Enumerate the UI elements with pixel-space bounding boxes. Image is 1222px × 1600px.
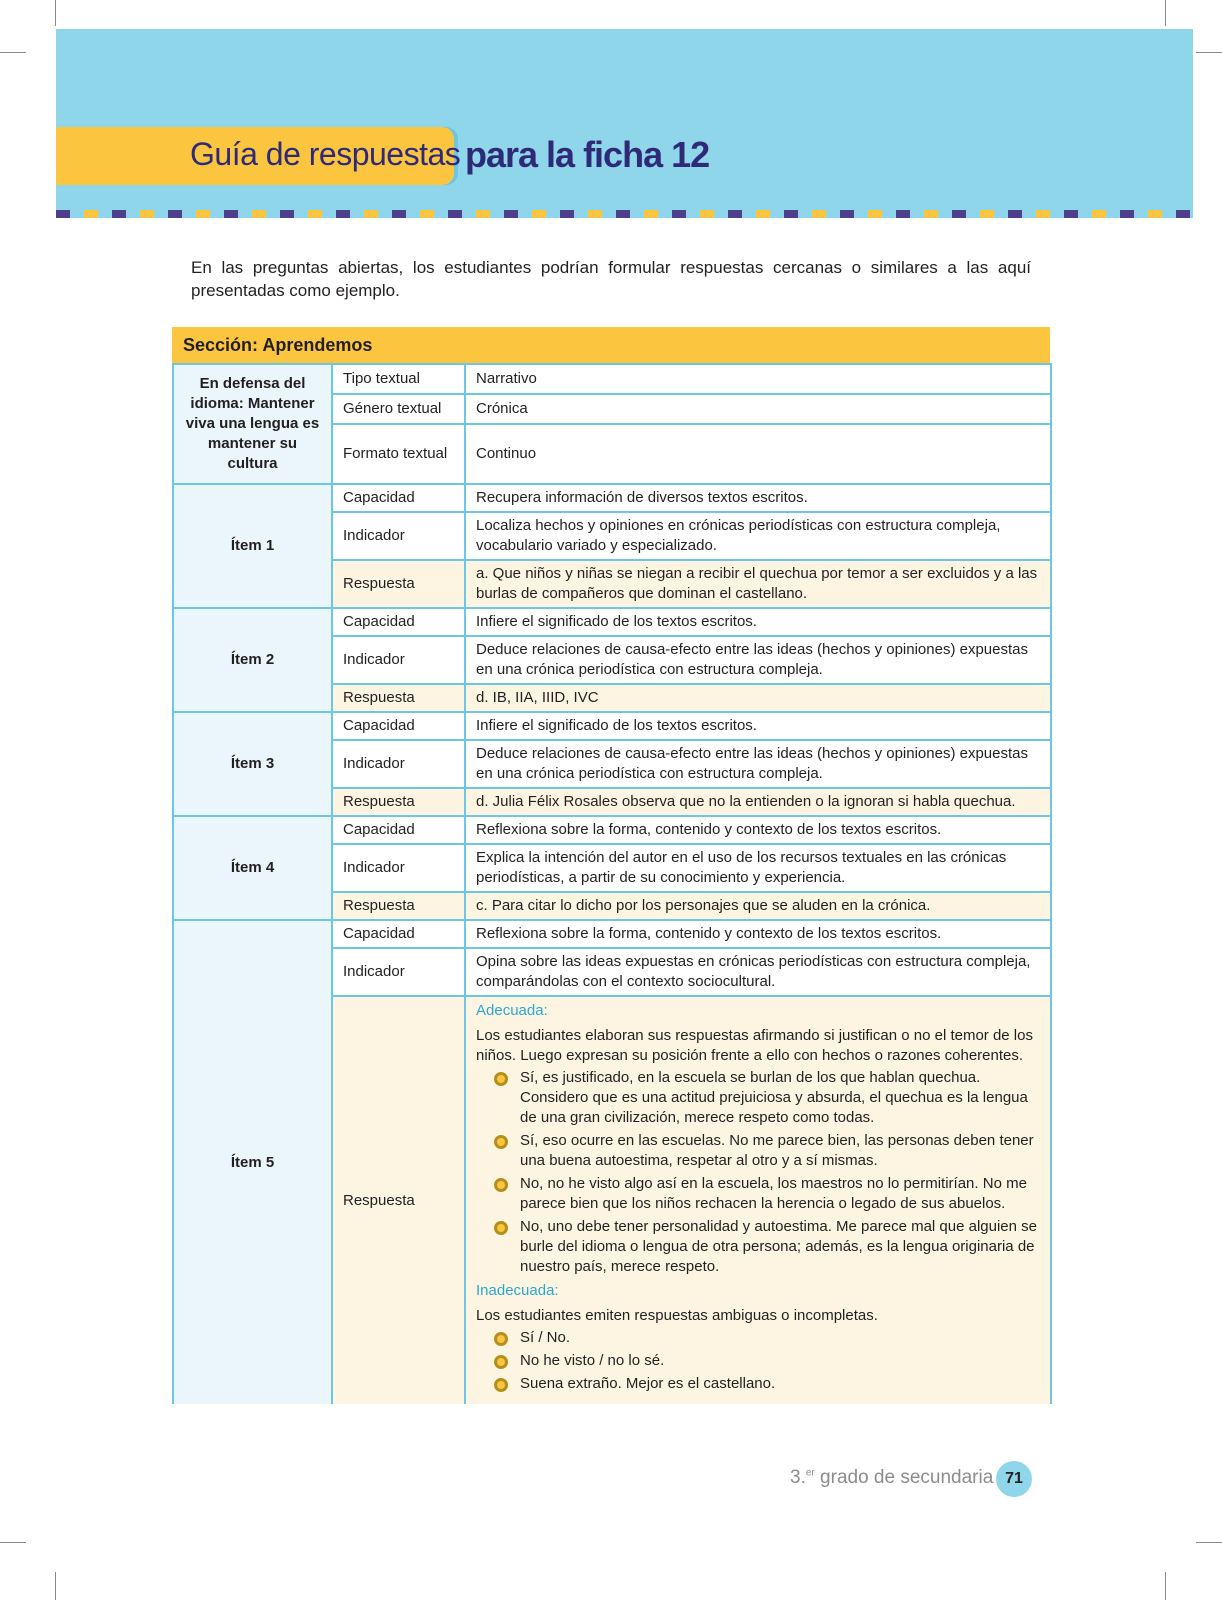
row-label: Indicador bbox=[332, 636, 465, 684]
page-number: 71 bbox=[996, 1461, 1032, 1497]
row-value: Narrativo bbox=[465, 364, 1051, 394]
section-header: Sección: Aprendemos bbox=[172, 327, 1050, 363]
row-label: Respuesta bbox=[332, 684, 465, 712]
row-label: Capacidad bbox=[332, 816, 465, 844]
list-item: Sí / No. bbox=[520, 1328, 1040, 1348]
row-value: d. Julia Félix Rosales observa que no la entienden o la ignoran si habla quechua. bbox=[465, 788, 1051, 816]
table-row bbox=[173, 364, 1051, 394]
crop-mark bbox=[0, 52, 26, 53]
table-row bbox=[173, 712, 1051, 740]
row-value: a. Que niños y niñas se niegan a recibir el quechua por temor a ser excluidos y a las burlas de compañeros que dominan el castellano. bbox=[465, 560, 1051, 608]
row-label: Tipo textual bbox=[332, 364, 465, 394]
item-name: Ítem 2 bbox=[173, 608, 332, 712]
inadecuada-description: Los estudiantes emiten respuestas ambiguas o incompletas. bbox=[476, 1307, 878, 1324]
crop-mark bbox=[55, 1572, 56, 1600]
answers-table bbox=[172, 363, 1052, 1404]
crop-mark bbox=[1196, 52, 1222, 53]
row-label: Indicador bbox=[332, 512, 465, 560]
table-row bbox=[173, 484, 1051, 512]
row-value: d. IB, IIA, IIID, IVC bbox=[465, 684, 1051, 712]
row-label: Respuesta bbox=[332, 996, 465, 1404]
footer-grade bbox=[790, 1467, 993, 1489]
adecuada-heading: Adecuada: bbox=[476, 1002, 548, 1019]
row-value: c. Para citar lo dicho por los personajes que se aluden en la crónica. bbox=[465, 892, 1051, 920]
row-label: Respuesta bbox=[332, 560, 465, 608]
list-item: No he visto / no lo sé. bbox=[520, 1351, 1040, 1371]
header-banner bbox=[56, 29, 1193, 216]
row-label: Formato textual bbox=[332, 424, 465, 484]
crop-mark bbox=[0, 1542, 26, 1543]
row-value: Reflexiona sobre la forma, contenido y contexto de los textos escritos. bbox=[465, 816, 1051, 844]
title-part2: para la ficha 12 bbox=[465, 134, 710, 175]
row-value: Reflexiona sobre la forma, contenido y contexto de los textos escritos. bbox=[465, 920, 1051, 948]
row-label: Capacidad bbox=[332, 920, 465, 948]
table-row bbox=[173, 816, 1051, 844]
text-title: En defensa del idioma: Mantener viva una lengua es mantener su cultura bbox=[173, 364, 332, 484]
row-label: Respuesta bbox=[332, 788, 465, 816]
row-label: Género textual bbox=[332, 394, 465, 424]
crop-mark bbox=[1196, 1542, 1222, 1543]
inadecuada-heading: Inadecuada: bbox=[476, 1282, 559, 1299]
row-value: Explica la intención del autor en el uso de los recursos textuales en las crónicas periodísticas, a partir de su conocimiento y experiencia. bbox=[465, 844, 1051, 892]
crop-mark bbox=[1165, 0, 1166, 26]
row-label: Indicador bbox=[332, 844, 465, 892]
grade-text: grado de secundaria bbox=[814, 1467, 994, 1488]
answer-details bbox=[465, 996, 1051, 1404]
title-part1: Guía de respuestas bbox=[190, 136, 461, 172]
row-value: Infiere el significado de los textos escritos. bbox=[465, 608, 1051, 636]
row-label: Capacidad bbox=[332, 484, 465, 512]
row-label: Capacidad bbox=[332, 712, 465, 740]
row-label: Indicador bbox=[332, 948, 465, 996]
row-value: Continuo bbox=[465, 424, 1051, 484]
decorative-dash-line bbox=[56, 210, 1193, 218]
table-row bbox=[173, 608, 1051, 636]
adecuada-list bbox=[476, 1068, 1040, 1277]
row-label: Respuesta bbox=[332, 892, 465, 920]
list-item: No, uno debe tener personalidad y autoestima. Me parece mal que alguien se burle del idioma o lengua de otra persona; además, es la lengua originaria de nuestro país, merece respeto. bbox=[520, 1217, 1040, 1277]
intro-paragraph: En las preguntas abiertas, los estudiantes podrían formular respuestas cercanas o similares a las aquí presentadas como ejemplo. bbox=[191, 258, 1031, 300]
row-label: Indicador bbox=[332, 740, 465, 788]
item-name: Ítem 4 bbox=[173, 816, 332, 920]
row-label: Capacidad bbox=[332, 608, 465, 636]
inadecuada-list bbox=[476, 1328, 1040, 1394]
crop-mark bbox=[1165, 1572, 1166, 1600]
row-value: Opina sobre las ideas expuestas en crónicas periodísticas con estructura compleja, comparándolas con el contexto sociocultural. bbox=[465, 948, 1051, 996]
row-value: Recupera información de diversos textos escritos. bbox=[465, 484, 1051, 512]
grade-superscript: er bbox=[805, 1467, 815, 1479]
row-value: Localiza hechos y opiniones en crónicas periodísticas con estructura compleja, vocabulario variado y especializado. bbox=[465, 512, 1051, 560]
item-name: Ítem 5 bbox=[173, 920, 332, 1404]
list-item: Sí, es justificado, en la escuela se burlan de los que hablan quechua. Considero que es una actitud prejuiciosa y absurda, el quechua es la lengua de una gran civilización, merece respeto como todas. bbox=[520, 1068, 1040, 1128]
item-name: Ítem 1 bbox=[173, 484, 332, 608]
row-value: Crónica bbox=[465, 394, 1051, 424]
grade-number: 3. bbox=[790, 1467, 806, 1488]
crop-mark bbox=[55, 0, 56, 26]
table-row bbox=[173, 920, 1051, 948]
list-item: Suena extraño. Mejor es el castellano. bbox=[520, 1374, 1040, 1394]
row-value: Deduce relaciones de causa-efecto entre las ideas (hechos y opiniones) expuestas en una crónica periodística con estructura compleja. bbox=[465, 636, 1051, 684]
list-item: No, no he visto algo así en la escuela, los maestros no lo permitirían. No me parece bien que los niños rechacen la herencia o legado de sus abuelos. bbox=[520, 1174, 1040, 1214]
row-value: Deduce relaciones de causa-efecto entre las ideas (hechos y opiniones) expuestas en una crónica periodística con estructura compleja. bbox=[465, 740, 1051, 788]
item-name: Ítem 3 bbox=[173, 712, 332, 816]
adecuada-description: Los estudiantes elaboran sus respuestas afirmando si justifican o no el temor de los niños. Luego expresan su posición frente a ello con hechos o razones coherentes. bbox=[476, 1027, 1033, 1064]
row-value: Infiere el significado de los textos escritos. bbox=[465, 712, 1051, 740]
list-item: Sí, eso ocurre en las escuelas. No me parece bien, las personas deben tener una buena autoestima, respetar al otro y a sí mismas. bbox=[520, 1131, 1040, 1171]
